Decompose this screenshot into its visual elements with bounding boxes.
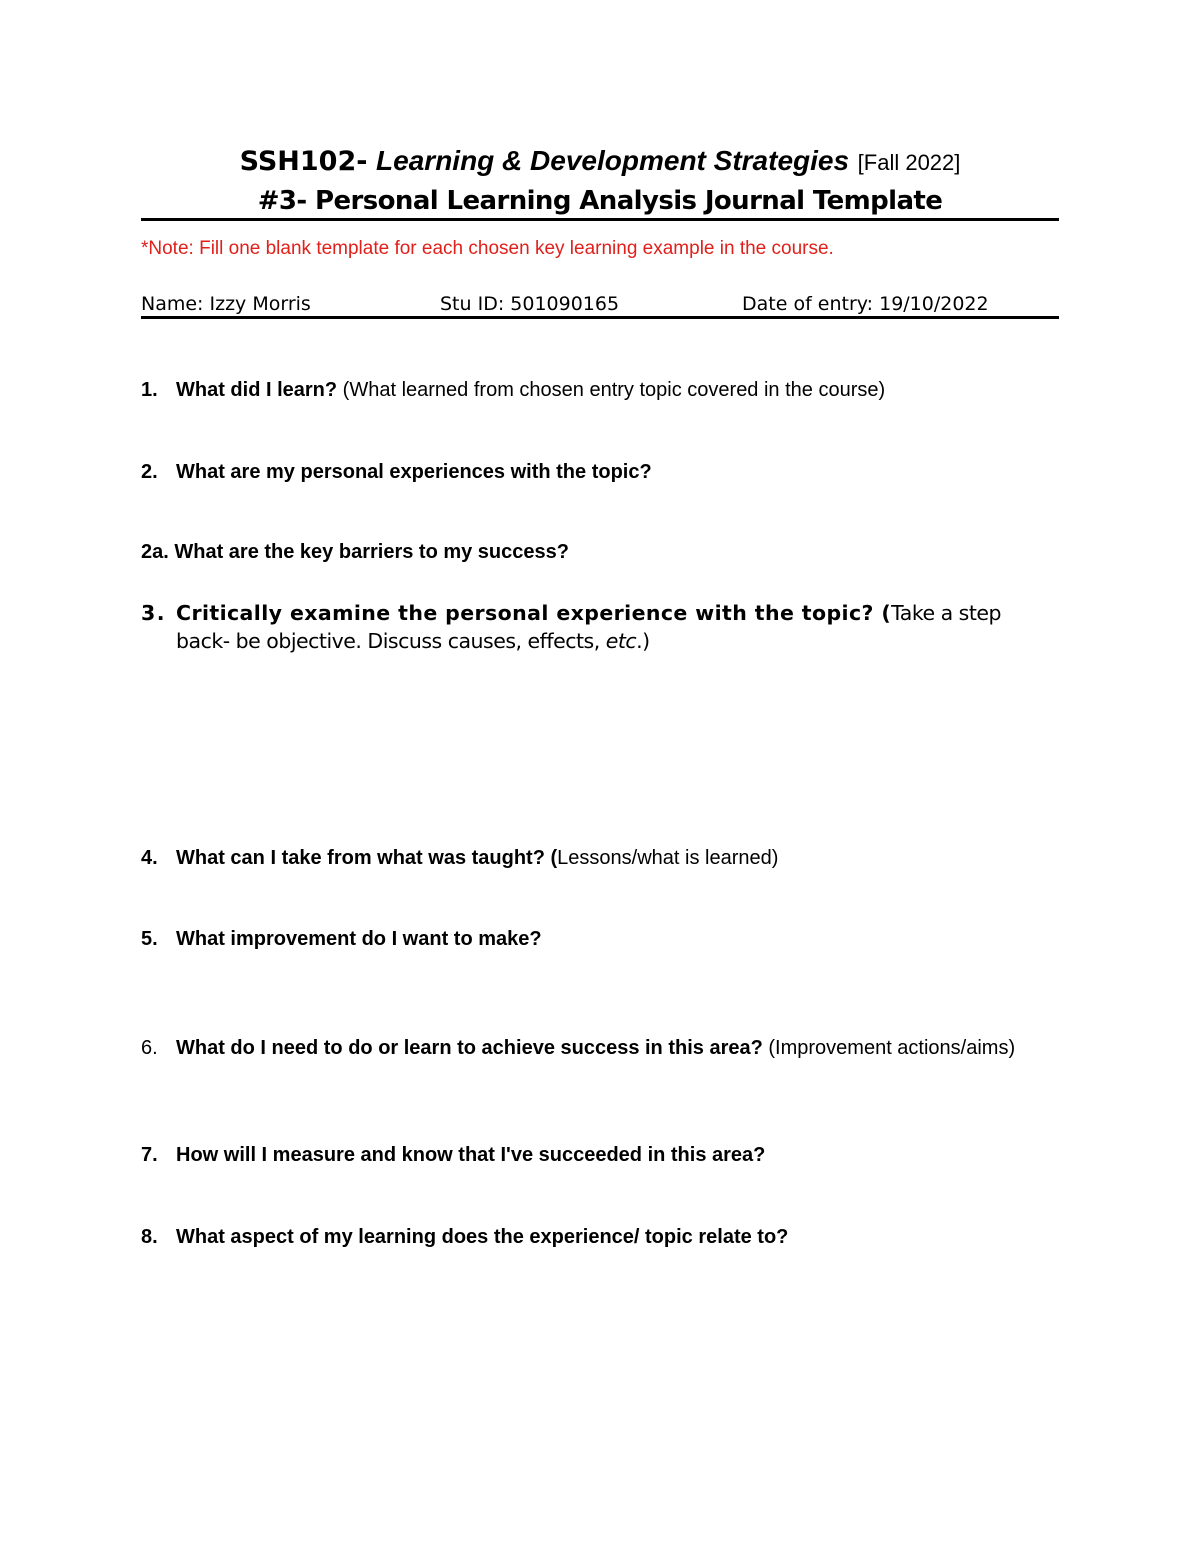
question-8 [141,1224,1059,1251]
question-3: 3. Critically examine the personal experience with the topic? (Take a step back- be objective. Discuss causes, effects, etc.) [141,601,1002,653]
header-divider [141,218,1059,221]
question-hint: Take a step back- be objective. Discuss causes, effects, [176,601,1002,653]
question-5 [141,926,1059,953]
question-text: What aspect of my learning does the experience/ topic relate to? [176,1226,789,1248]
student-id: Stu ID: 501090165 [440,293,620,315]
question-text: Critically examine the personal experience with the topic? [176,601,874,625]
question-text: How will I measure and know that I've succeeded in this area? [176,1144,766,1166]
question-hint: (Improvement actions/aims) [762,1037,1016,1059]
course-title [141,140,1059,184]
question-number: 5. [141,928,158,950]
question-7 [141,1142,1059,1169]
question-hint: Lessons/what is learned) [557,847,779,869]
question-number: 6. [141,1037,158,1059]
entry-date: Date of entry: 19/10/2022 [742,293,989,315]
course-code: SSH102- [239,146,368,177]
question-number: 1. [141,379,158,401]
instruction-note: *Note: Fill one blank template for each chosen key learning example in the course. [141,238,834,259]
question-hint-italic: etc [605,629,637,653]
question-text: 2a. What are the key barriers to my success? [141,541,569,563]
course-term: [Fall 2022] [857,150,961,175]
question-2 [141,459,1059,486]
document-subtitle: #3- Personal Learning Analysis Journal Template [257,186,943,216]
question-number: 8. [141,1226,158,1248]
question-text: What are my personal experiences with the topic? [176,461,652,483]
question-number: 3. [141,601,167,625]
course-name: Learning & Development Strategies [376,145,850,176]
question-4 [141,845,1059,872]
question-2a [141,539,1059,566]
student-name: Name: Izzy Morris [141,293,311,315]
info-divider [141,316,1059,319]
question-6 [141,1035,1059,1062]
question-number: 7. [141,1144,158,1166]
question-text: What did I learn? [176,379,338,401]
question-text: What do I need to do or learn to achieve success in this area? [176,1037,763,1059]
question-text: What can I take from what was taught? ( [176,847,558,869]
question-number: 4. [141,847,158,869]
question-text: What improvement do I want to make? [176,928,542,950]
question-number: 2. [141,461,158,483]
question-1 [141,377,1059,404]
question-hint: (What learned from chosen entry topic covered in the course) [337,379,886,401]
